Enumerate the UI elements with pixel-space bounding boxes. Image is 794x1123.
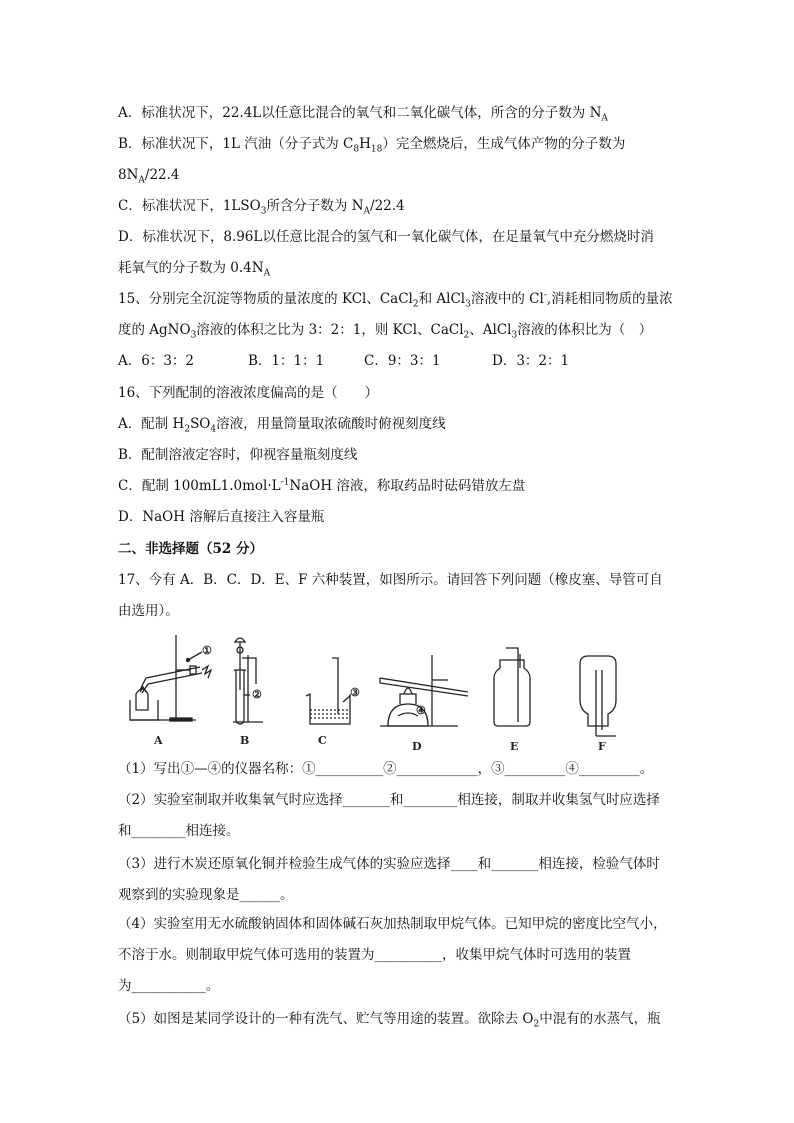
q17-part3-cont: 观察到的实验现象是______。: [118, 887, 294, 903]
q16-option-d: D．NaOH 溶解后直接注入容量瓶: [118, 509, 325, 525]
q15-stem-line1: 15、分别完全沉淀等物质的量浓度的 KCl、CaCl$_2$和 AlCl$_3$溶液中的 Cl-,消耗相同物质的量浓: [118, 290, 673, 310]
q16-stem: 16、下列配制的溶液浓度偏高的是（ ）: [118, 385, 379, 401]
q16-option-c: C．配制 $100mL1.0mol\cdot L^{-1}NaOH$ 溶液，称取药品时砝码错放左盘: [118, 477, 526, 494]
q17-stem-line1: 17、今有 A．B．C．D．E、F 六种装置，如图所示。请回答下列问题（橡皮塞、导管可自: [118, 572, 663, 588]
q17-part3: （3）进行木炭还原氧化铜并检验生成气体的实验应选择____和_______相连接，检验气体时: [118, 856, 660, 872]
q15-option-d: D．3：2：1: [492, 353, 570, 369]
q17-part2-cont: 和________相连接。: [118, 823, 240, 839]
q14-option-d-cont: 耗氧气的分子数为 $0.4N_A$: [118, 260, 271, 279]
apparatus-f: [580, 656, 616, 736]
label-b: B: [240, 734, 250, 747]
marker-4: ④: [416, 704, 426, 717]
apparatus-figure: [118, 630, 638, 755]
section-heading: 二、非选择题（52 分）: [118, 541, 263, 557]
label-c: C: [318, 734, 327, 747]
q14-option-d: D．标准状况下，8.96L以任意比混合的氢气和一氧化碳气体，在足量氧气中充分燃烧时消: [118, 229, 654, 245]
q17-part4-cont: 不溶于水。则制取甲烷气体可选用的装置为__________，收集甲烷气体时可选用的装置: [118, 947, 631, 963]
marker-1: ①: [202, 644, 212, 657]
label-e: E: [510, 740, 519, 753]
apparatus-e: [494, 648, 530, 726]
label-a: A: [154, 734, 163, 747]
q16-option-b: B．配制溶液定容时，仰视容量瓶刻度线: [118, 447, 358, 463]
q15-option-b: B．1：1：1: [248, 353, 325, 369]
q15-stem-line2: 度的 AgNO$_3$溶液的体积之比为 3：2：1，则 KCl、CaCl$_2$、AlCl$_3$溶液的体积比为（ ）: [118, 322, 653, 341]
q15-options: [118, 352, 569, 370]
marker-2: ②: [252, 688, 262, 701]
q17-part5: （5）如图是某同学设计的一种有洗气、贮气等用途的装置。欲除去 $O_2$中混有的水蒸气，瓶: [118, 1011, 661, 1030]
q15-option-a: A．6：3：2: [118, 353, 195, 369]
q14-option-c: C．标准状况下，$1LSO_3$所含分子数为 $N_A/22.4$: [118, 198, 405, 217]
apparatus-a: [130, 635, 211, 721]
q14-option-b-cont: $8N_A/22.4$: [118, 167, 180, 186]
q14-option-b: B．标准状况下，1L 汽油（分子式为 $C_8H_{18}$）完全燃烧后，生成气体产物的分子数为: [118, 136, 626, 155]
q17-part4-cont2: 为___________。: [118, 978, 220, 994]
q16-option-a: A．配制 $H_2SO_4$溶液，用量筒量取浓硫酸时俯视刻度线: [118, 416, 446, 435]
q17-stem-line2: 由选用）。: [118, 603, 179, 619]
label-d: D: [412, 740, 422, 753]
q17-part2: （2）实验室制取并收集氧气时应选择_______和________相连接，制取并收集氢气时应选择: [118, 792, 660, 808]
apparatus-c: [306, 658, 350, 724]
q17-part1: （1）写出①—④的仪器名称：①__________②____________，③_________④_________。: [118, 761, 654, 777]
q15-option-c: C．9：3：1: [364, 353, 441, 369]
marker-3: ③: [350, 686, 360, 699]
q14-option-a: A．标准状况下，22.4L以任意比混合的氧气和二氧化碳气体，所含的分子数为 $N_A$: [118, 105, 608, 124]
label-f: F: [598, 740, 606, 753]
apparatus-b: [233, 638, 263, 724]
q17-part4: （4）实验室用无水硫酸钠固体和固体碱石灰加热制取甲烷气体。已知甲烷的密度比空气小，: [118, 916, 667, 932]
